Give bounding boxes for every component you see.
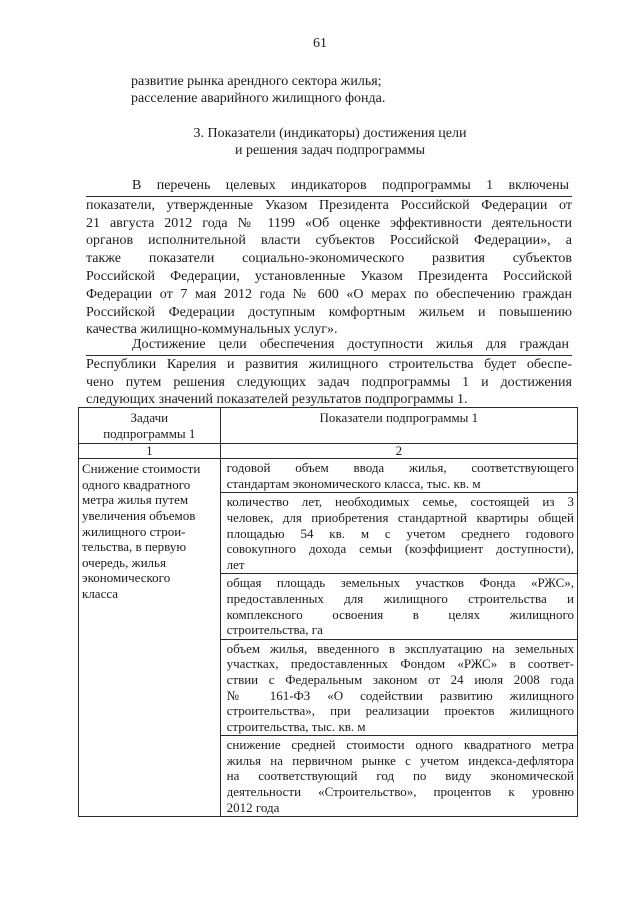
task-line: класса (82, 585, 119, 601)
indicator-line: объем жилья, введенного в эксплуатацию на земельных (226, 640, 574, 656)
indicator-line: общая площадь земельных участков Фонда «РЖС», (226, 575, 574, 591)
indicator-line: предоставленных для жилищного строительства и (226, 590, 574, 606)
indicators-cell (220, 459, 577, 817)
intro-list (131, 73, 551, 107)
paragraph-line: показатели, утвержденные Указом Президента Российской Федерации от (86, 197, 572, 213)
paragraph-line: следующих значений показателей результатов подпрограммы 1. (86, 392, 468, 408)
table-header-row (79, 408, 578, 444)
section-heading-line: 3. Показатели (индикаторы) достижения цели (193, 126, 467, 141)
header-text: Задачи (130, 410, 169, 425)
indicator-line: деятельности «Строительство», процентов к уровню (226, 784, 574, 800)
paragraph-line: 21 августа 2012 года № 1199 «Об оценке эффективности деятельности (86, 215, 572, 231)
paragraph-line: чено путем решения следующих задач подпрограммы 1 и достижения (86, 374, 572, 390)
list-item: расселение аварийного жилищного фонда. (131, 91, 386, 106)
task-line: жилищного строи- (82, 523, 186, 539)
indicator-line: стандартам экономического класса, тыс. кв. м (226, 475, 481, 491)
task-line: увеличения объемов (82, 507, 196, 523)
paragraph-line: Федерации от 7 мая 2012 года № 600 «О мерах по обеспечению граждан (86, 286, 572, 302)
table-row (79, 459, 578, 817)
task-line: очередь, жилья (82, 554, 166, 570)
section-heading-line: и решения задач подпрограммы (235, 143, 425, 158)
indicator-line: строительства, га (226, 622, 323, 638)
header-cell-indicators (220, 408, 577, 444)
paragraph-goal-achievement (86, 335, 572, 409)
paragraph-line: Российской Федерации доступным комфортным жильем и повышению (86, 304, 572, 320)
column-number: 1 (79, 444, 221, 459)
indicator-item (221, 574, 577, 639)
indicator-line: на соответствующий год по виду экономической (226, 768, 574, 784)
indicator-item (221, 640, 577, 737)
indicator-item (221, 736, 577, 816)
task-cell (79, 459, 221, 817)
indicator-line: комплексного освоения в целях жилищного (226, 606, 574, 622)
indicator-line: строительства», при реализации проектов жилищного (226, 703, 574, 719)
paragraph-indicators-list (86, 176, 572, 339)
paragraph-line: В перечень целевых индикаторов подпрограммы 1 включены (86, 176, 572, 197)
indicator-line: годовой объем ввода жилья, соответствующего (226, 460, 574, 476)
table-column-number-row (79, 444, 578, 459)
indicator-line: лет (226, 556, 245, 572)
task-line: Снижение стоимости (82, 461, 201, 477)
section-heading (100, 125, 560, 159)
indicator-line: ствии с Федеральным законом от 24 июля 2008 года (226, 671, 574, 687)
paragraph-line: также показатели социально-экономического развития субъектов (86, 251, 572, 267)
indicator-line: участках, предоставленных Фондом «РЖС» в соответ- (226, 656, 574, 672)
paragraph-line: качества жилищно-коммунальных услуг». (86, 322, 338, 338)
list-item: развитие рынка арендного сектора жилья; (131, 74, 382, 89)
paragraph-line: Республики Карелия и развития жилищного строительства будет обеспе- (86, 356, 572, 372)
header-cell-tasks (79, 408, 221, 444)
indicator-item (221, 459, 577, 493)
indicator-line: количество лет, необходимых семье, состоящей из 3 (226, 494, 574, 510)
indicators-table (78, 407, 578, 817)
indicator-line: строительства, тыс. кв. м (226, 718, 366, 734)
task-line: одного квадратного (82, 476, 191, 492)
indicator-line: снижение средней стоимости одного квадратного метра (226, 737, 574, 753)
task-line: экономического (82, 570, 171, 586)
indicator-line: 2012 года (226, 799, 280, 815)
indicator-line: человек, для приобретения стандартной квартиры общей (226, 509, 574, 525)
paragraph-line: Российской Федерации, установленные Указом Президента Российской (86, 268, 572, 284)
paragraph-line: органов исполнительной власти субъектов Российской Федерации», а (86, 233, 572, 249)
page-number: 61 (313, 36, 327, 51)
indicator-line: жилья на первичном рынке с учетом индекса-дефлятора (226, 752, 574, 768)
indicator-item (221, 493, 577, 574)
column-number: 2 (220, 444, 577, 459)
header-text: Показатели подпрограммы 1 (319, 410, 479, 425)
indicator-line: совокупного дохода семьи (коэффициент доступности), (226, 541, 574, 557)
indicator-line: № 161-ФЗ «О содействии развитию жилищного (226, 687, 574, 703)
task-line: тельства, в первую (82, 539, 187, 555)
indicator-line: площадью 54 кв. м с учетом среднего годового (226, 525, 574, 541)
paragraph-line: Достижение цели обеспечения доступности жилья для граждан (86, 335, 572, 356)
header-text: подпрограммы 1 (103, 425, 196, 441)
task-line: метра жилья путем (82, 492, 189, 508)
